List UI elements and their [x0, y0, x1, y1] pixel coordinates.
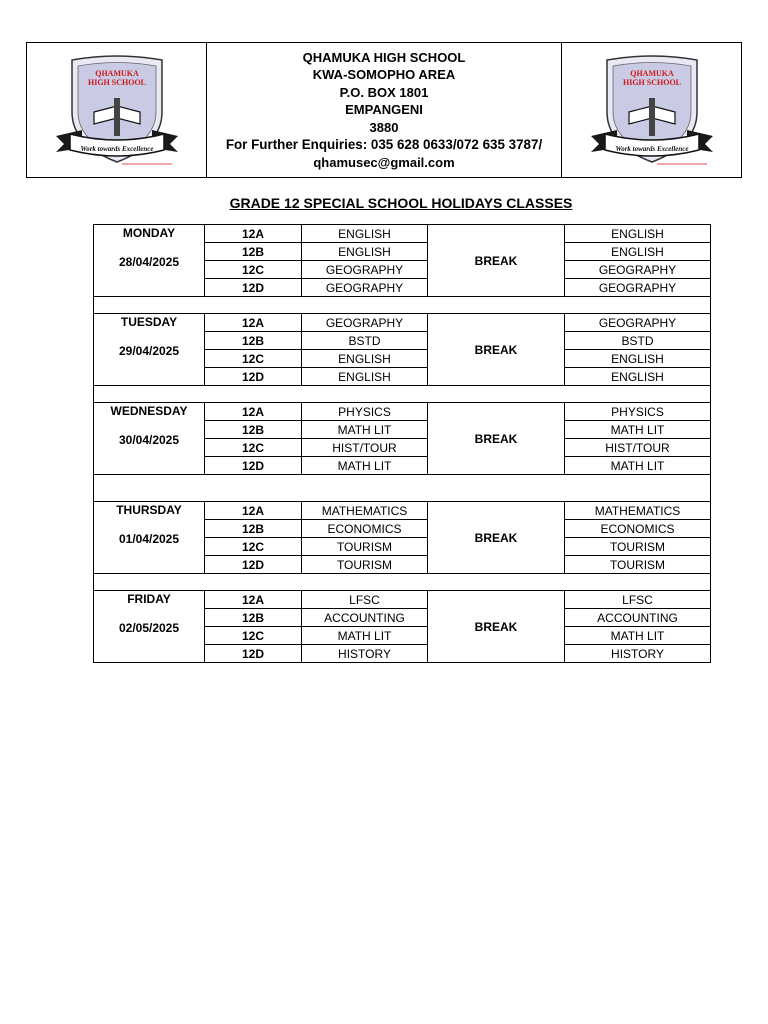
break-cell: BREAK: [428, 591, 565, 663]
class-cell: 12A: [205, 225, 302, 243]
spacer-row: [94, 574, 711, 591]
class-cell: 12A: [205, 502, 302, 520]
class-cell: 12C: [205, 538, 302, 556]
first-session-subject: GEOGRAPHY: [302, 279, 428, 297]
day-cell: [94, 314, 205, 386]
school-crest-icon: [577, 50, 727, 170]
break-cell: BREAK: [428, 225, 565, 297]
first-session-subject: BSTD: [302, 332, 428, 350]
break-cell: BREAK: [428, 403, 565, 475]
class-cell: 12C: [205, 439, 302, 457]
first-session-subject: ENGLISH: [302, 350, 428, 368]
class-cell: 12D: [205, 279, 302, 297]
break-cell: BREAK: [428, 314, 565, 386]
second-session-subject: ENGLISH: [565, 350, 711, 368]
table-row: [94, 502, 711, 520]
second-session-subject: BSTD: [565, 332, 711, 350]
class-cell: 12B: [205, 609, 302, 627]
second-session-subject: GEOGRAPHY: [565, 314, 711, 332]
first-session-subject: MATH LIT: [302, 457, 428, 475]
class-cell: 12B: [205, 243, 302, 261]
school-area: KWA-SOMOPHO AREA: [312, 67, 456, 83]
second-session-subject: LFSC: [565, 591, 711, 609]
first-session-subject: ENGLISH: [302, 243, 428, 261]
second-session-subject: ENGLISH: [565, 225, 711, 243]
table-row: [94, 403, 711, 421]
class-cell: 12B: [205, 332, 302, 350]
school-address-block: [207, 43, 561, 177]
second-session-subject: HIST/TOUR: [565, 439, 711, 457]
second-session-subject: TOURISM: [565, 556, 711, 574]
second-session-subject: MATH LIT: [565, 627, 711, 645]
first-session-subject: ENGLISH: [302, 368, 428, 386]
school-postal-code: 3880: [369, 119, 399, 135]
table-row: [94, 314, 711, 332]
second-session-subject: GEOGRAPHY: [565, 261, 711, 279]
spacer-row: [94, 386, 711, 403]
day-name: MONDAY: [122, 226, 176, 240]
second-session-subject: ACCOUNTING: [565, 609, 711, 627]
day-date: 30/04/2025: [118, 433, 180, 447]
class-cell: 12D: [205, 556, 302, 574]
first-session-subject: PHYSICS: [302, 403, 428, 421]
first-session-subject: TOURISM: [302, 556, 428, 574]
class-cell: 12A: [205, 314, 302, 332]
spacer-row: [94, 475, 711, 502]
second-session-subject: MATH LIT: [565, 457, 711, 475]
class-cell: 12B: [205, 520, 302, 538]
second-session-subject: ENGLISH: [565, 243, 711, 261]
first-session-subject: ECONOMICS: [302, 520, 428, 538]
day-date: 29/04/2025: [118, 344, 180, 358]
enquiries-email: qhamusec@gmail.com: [313, 154, 455, 170]
svg-text:HIGH SCHOOL: HIGH SCHOOL: [87, 78, 146, 87]
class-cell: 12C: [205, 261, 302, 279]
timetable: [93, 224, 711, 663]
day-cell: [94, 403, 205, 475]
school-crest-icon: [42, 50, 192, 170]
first-session-subject: GEOGRAPHY: [302, 261, 428, 279]
day-name: TUESDAY: [120, 315, 178, 329]
first-session-subject: LFSC: [302, 591, 428, 609]
school-po-box: P.O. BOX 1801: [339, 84, 429, 100]
class-cell: 12A: [205, 591, 302, 609]
svg-text:Work towards Excellence: Work towards Excellence: [80, 145, 153, 153]
page-title: GRADE 12 SPECIAL SCHOOL HOLIDAYS CLASSES: [229, 195, 573, 211]
first-session-subject: MATHEMATICS: [302, 502, 428, 520]
spacer-cell: [94, 475, 711, 502]
svg-text:Work towards Excellence: Work towards Excellence: [615, 145, 688, 153]
first-session-subject: GEOGRAPHY: [302, 314, 428, 332]
school-name: QHAMUKA HIGH SCHOOL: [302, 49, 466, 65]
break-cell: BREAK: [428, 502, 565, 574]
spacer-cell: [94, 297, 711, 314]
table-row: [94, 225, 711, 243]
class-cell: 12C: [205, 350, 302, 368]
day-date: 02/05/2025: [118, 621, 180, 635]
second-session-subject: MATHEMATICS: [565, 502, 711, 520]
class-cell: 12B: [205, 421, 302, 439]
first-session-subject: MATH LIT: [302, 421, 428, 439]
first-session-subject: ENGLISH: [302, 225, 428, 243]
enquiries-phone: For Further Enquiries: 035 628 0633/072 635 3787/: [225, 137, 543, 153]
class-cell: 12D: [205, 645, 302, 663]
day-date: 01/04/2025: [118, 532, 180, 546]
day-date: 28/04/2025: [118, 255, 180, 269]
first-session-subject: HISTORY: [302, 645, 428, 663]
svg-text:HIGH SCHOOL: HIGH SCHOOL: [622, 78, 681, 87]
class-cell: 12C: [205, 627, 302, 645]
class-cell: 12A: [205, 403, 302, 421]
day-name: FRIDAY: [127, 592, 171, 606]
school-town: EMPANGENI: [345, 102, 423, 118]
spacer-cell: [94, 574, 711, 591]
class-cell: 12D: [205, 368, 302, 386]
second-session-subject: MATH LIT: [565, 421, 711, 439]
second-session-subject: ECONOMICS: [565, 520, 711, 538]
spacer-cell: [94, 386, 711, 403]
school-logo-left: [27, 43, 207, 177]
class-cell: 12D: [205, 457, 302, 475]
second-session-subject: GEOGRAPHY: [565, 279, 711, 297]
day-name: THURSDAY: [116, 503, 182, 517]
second-session-subject: PHYSICS: [565, 403, 711, 421]
day-cell: [94, 225, 205, 297]
day-name: WEDNESDAY: [110, 404, 188, 418]
svg-text:QHAMUKA: QHAMUKA: [94, 69, 139, 78]
letterhead: [26, 42, 742, 178]
second-session-subject: TOURISM: [565, 538, 711, 556]
table-row: [94, 591, 711, 609]
spacer-row: [94, 297, 711, 314]
second-session-subject: ENGLISH: [565, 368, 711, 386]
day-cell: [94, 502, 205, 574]
day-cell: [94, 591, 205, 663]
school-logo-right: [561, 43, 741, 177]
svg-text:QHAMUKA: QHAMUKA: [629, 69, 674, 78]
first-session-subject: MATH LIT: [302, 627, 428, 645]
first-session-subject: HIST/TOUR: [302, 439, 428, 457]
first-session-subject: TOURISM: [302, 538, 428, 556]
second-session-subject: HISTORY: [565, 645, 711, 663]
first-session-subject: ACCOUNTING: [302, 609, 428, 627]
